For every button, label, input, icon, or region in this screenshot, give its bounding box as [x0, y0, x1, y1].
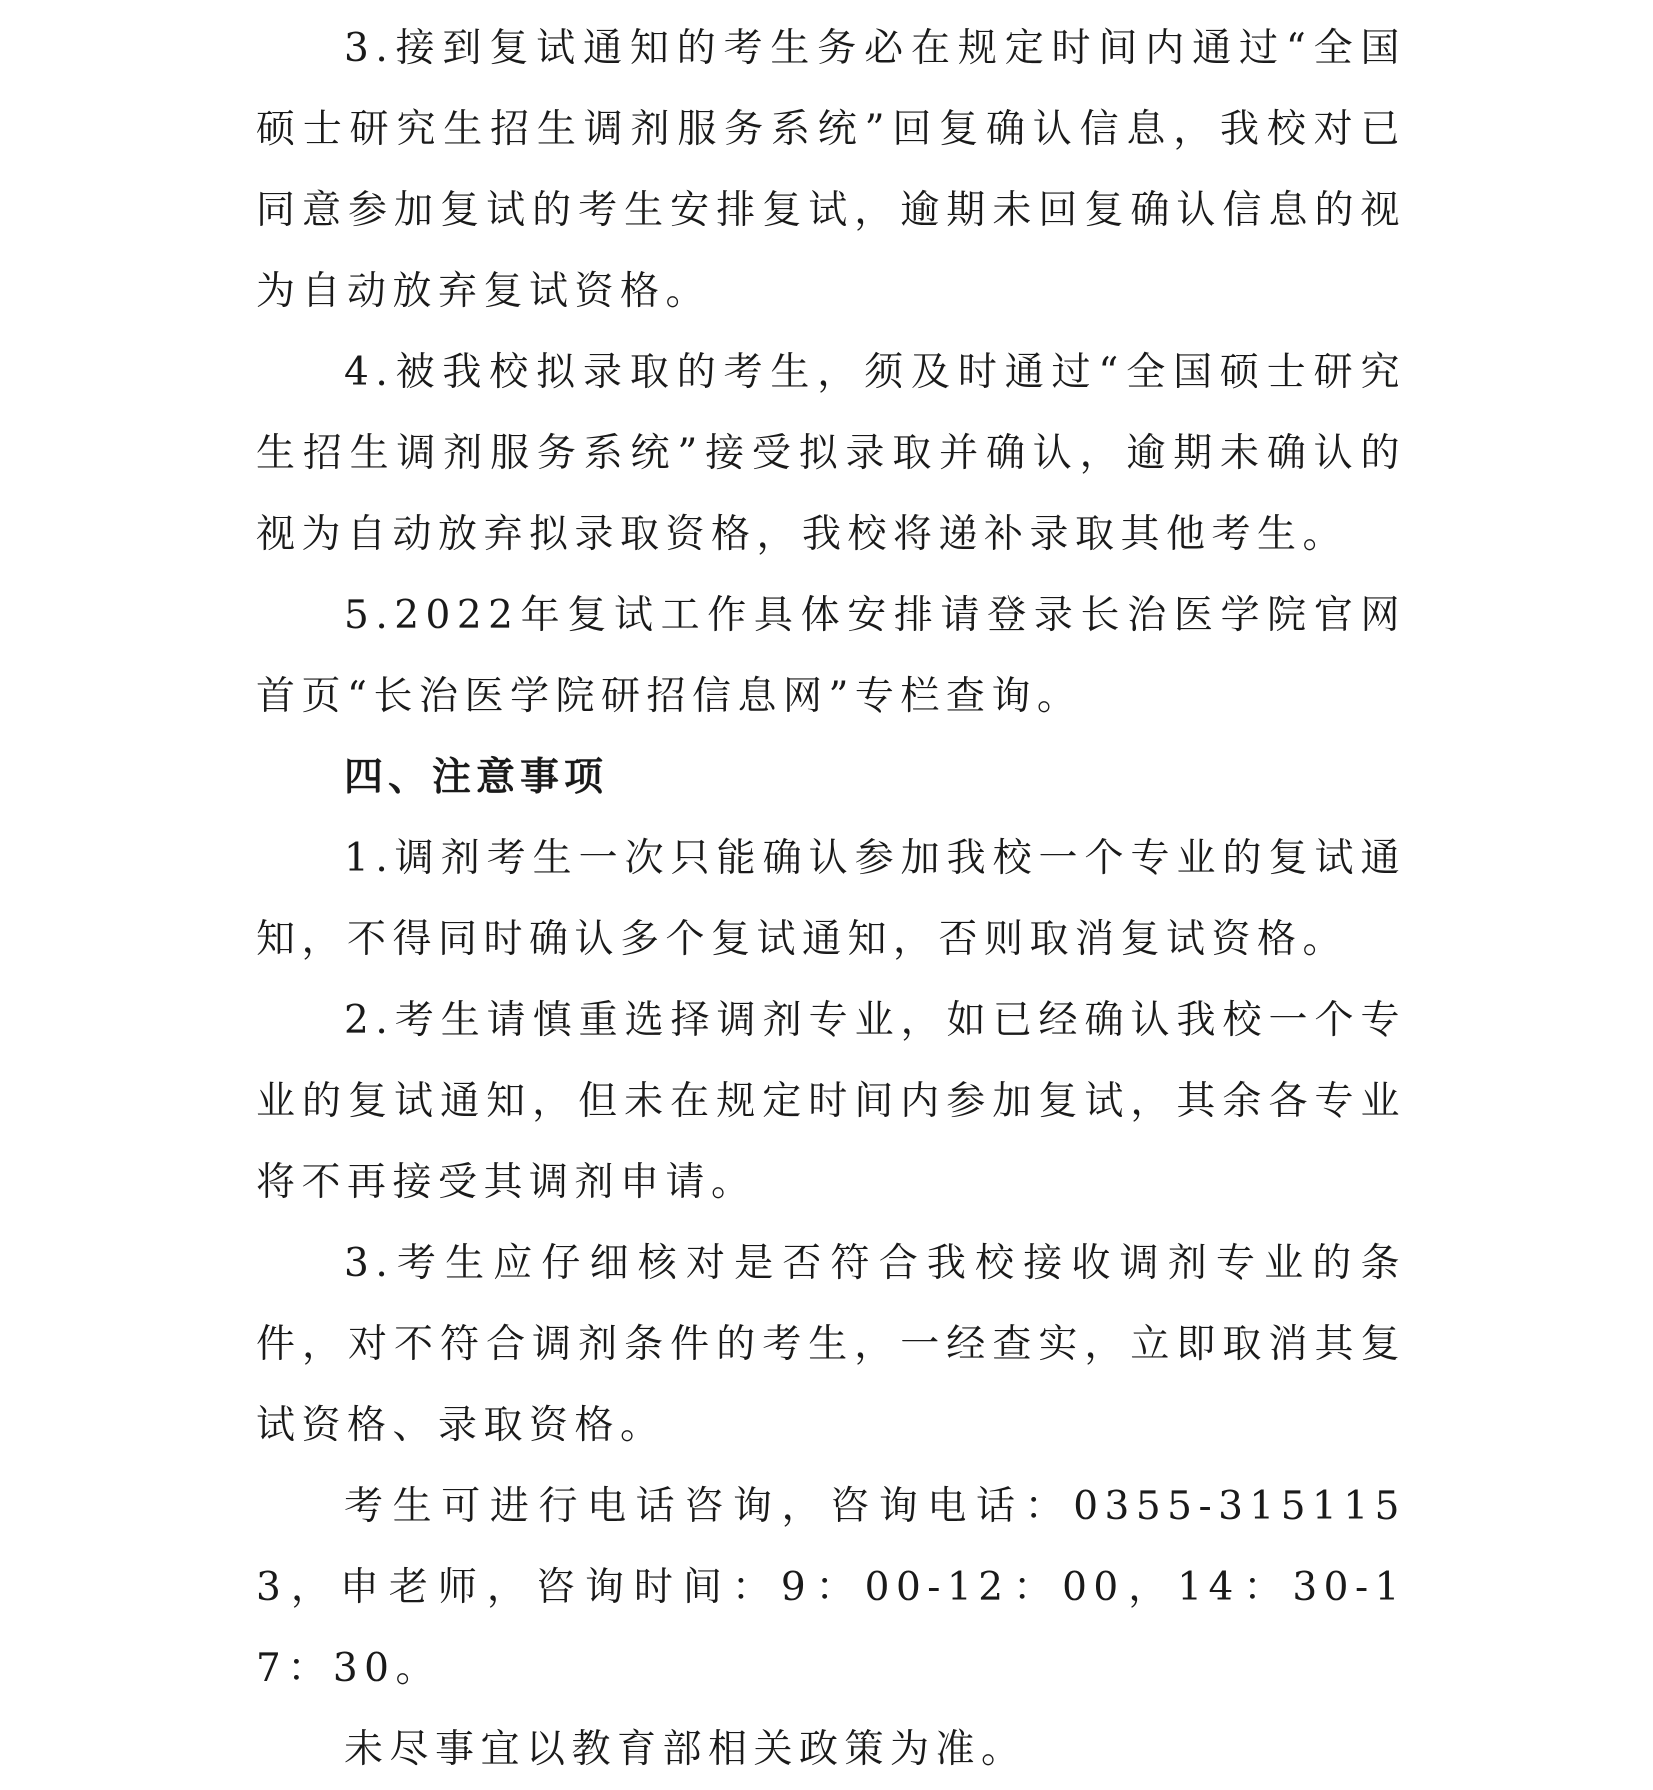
paragraph-item-5: 5.2022年复试工作具体安排请登录长治医学院官网首页“长治医学院研招信息网”专栏查询。 — [256, 593, 1406, 719]
closing-paragraph: 未尽事宜以教育部相关政策为准。 — [344, 1727, 1027, 1772]
section-heading: 四、注意事项 — [344, 755, 609, 800]
contact-paragraph: 考生可进行电话咨询，咨询电话：0355-3151153，申老师，咨询时间：9：00-12：00，14：30-17：30。 — [256, 1484, 1406, 1691]
paragraph-item-3: 3.接到复试通知的考生务必在规定时间内通过“全国硕士研究生招生调剂服务系统”回复确认信息，我校对已同意参加复试的考生安排复试，逾期未回复确认信息的视为自动放弃复试资格。 — [256, 26, 1406, 314]
note-item-3: 3.考生应仔细核对是否符合我校接收调剂专业的条件，对不符合调剂条件的考生，一经查实，立即取消其复试资格、录取资格。 — [256, 1241, 1406, 1448]
note-item-1: 1.调剂考生一次只能确认参加我校一个专业的复试通知，不得同时确认多个复试通知，否则取消复试资格。 — [256, 836, 1406, 962]
paragraph-item-4: 4.被我校拟录取的考生，须及时通过“全国硕士研究生招生调剂服务系统”接受拟录取并确认，逾期未确认的视为自动放弃拟录取资格，我校将递补录取其他考生。 — [256, 350, 1406, 557]
document-body — [256, 0, 1406, 1790]
note-item-2: 2.考生请慎重选择调剂专业，如已经确认我校一个专业的复试通知，但未在规定时间内参加复试，其余各专业将不再接受其调剂申请。 — [256, 998, 1406, 1205]
